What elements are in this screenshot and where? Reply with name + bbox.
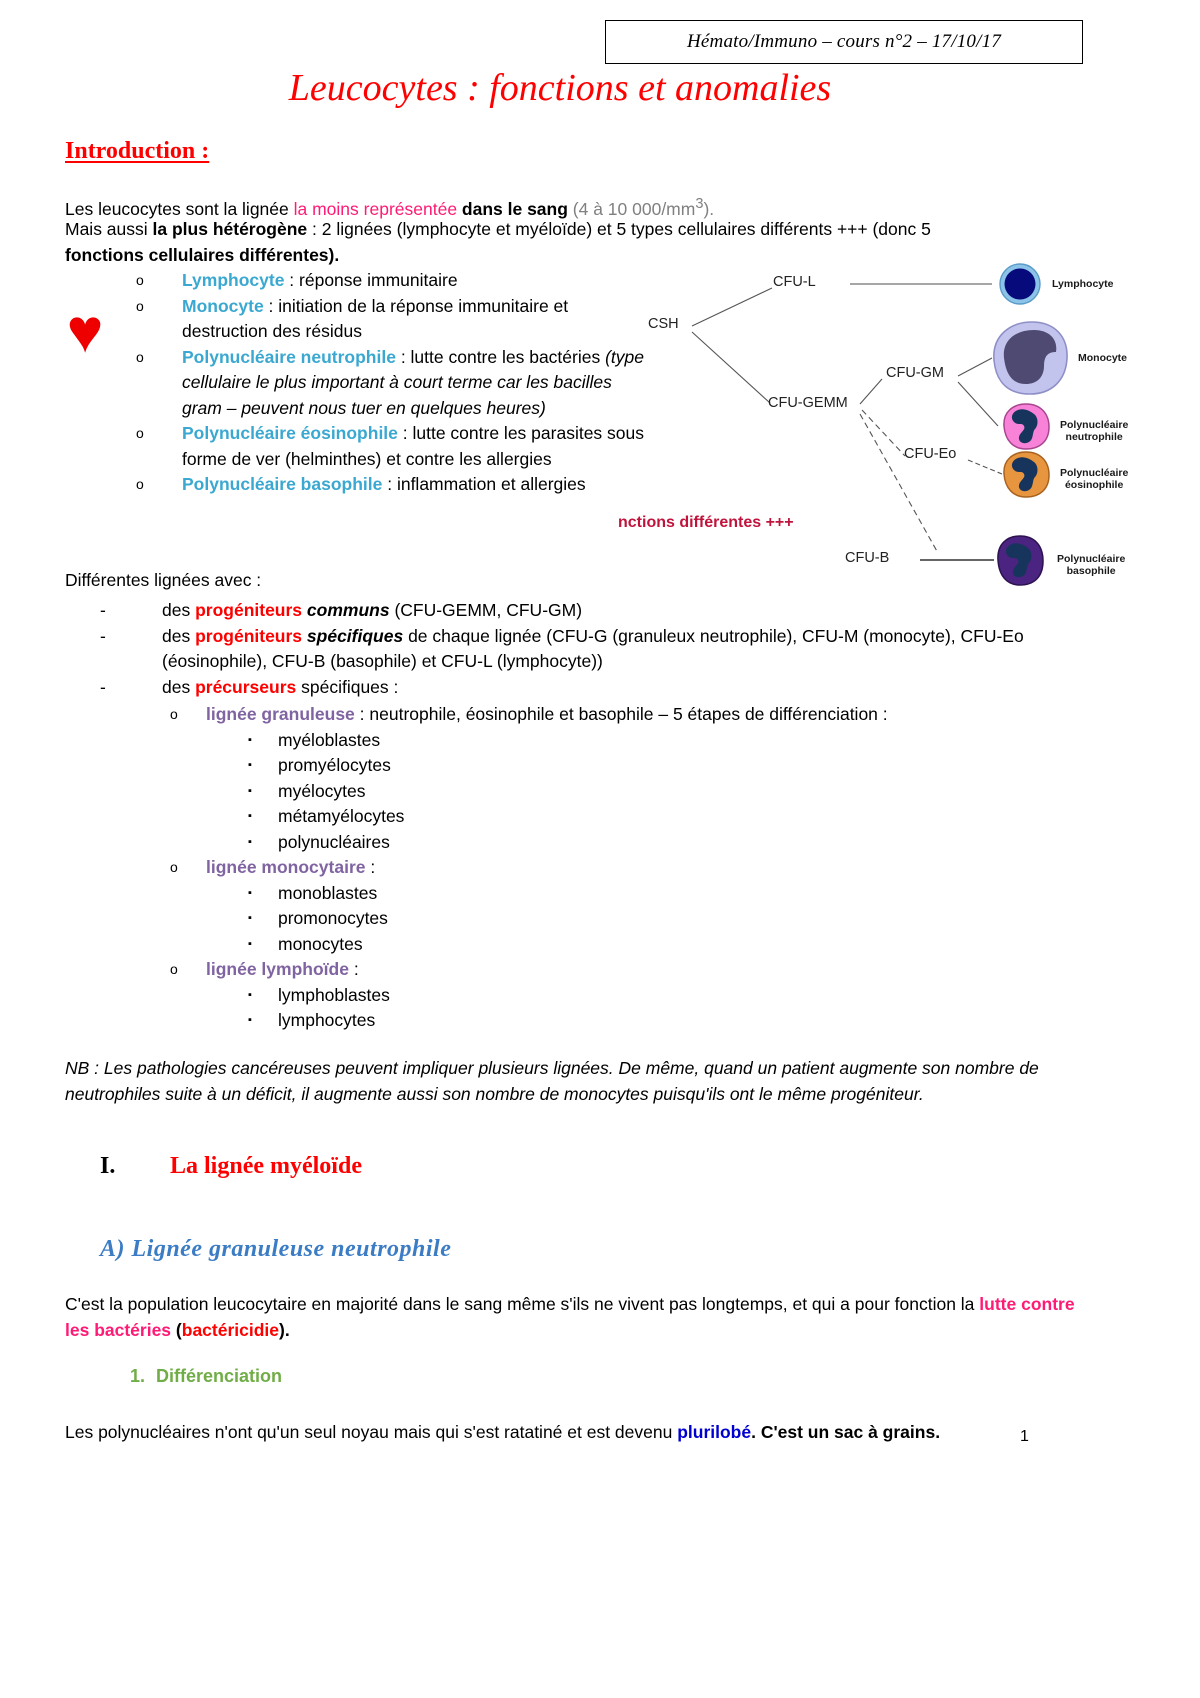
list-item xyxy=(248,932,1070,958)
diagram-node-cfu-b: CFU-B xyxy=(845,550,890,566)
lineage-a: des xyxy=(162,625,196,646)
precursor-rest: : xyxy=(365,857,376,877)
square-bullet: ▪ xyxy=(248,784,252,797)
list-item xyxy=(248,728,1070,754)
diagram-svg xyxy=(620,248,1090,588)
list-item xyxy=(170,702,1070,728)
square-bullet: ▪ xyxy=(248,1014,252,1026)
list-item xyxy=(248,804,1070,830)
subsection-heading-a: A) Lignée granuleuse neutrophile xyxy=(100,1236,452,1262)
diagram-label-lymphocyte: Lymphocyte xyxy=(1052,278,1114,290)
subsection-heading-1 xyxy=(130,1366,282,1387)
cell-desc: : inflammation et allergies xyxy=(382,474,586,494)
list-item xyxy=(136,421,656,472)
list-item xyxy=(100,624,1060,675)
lineage-keyword: progéniteurs xyxy=(195,625,303,646)
course-header-box xyxy=(605,20,1083,64)
list-item xyxy=(248,779,1070,805)
p3-red: bactéricidie xyxy=(181,1319,280,1340)
cell-name: Lymphocyte xyxy=(182,270,285,290)
paragraph-granuleuse xyxy=(65,1292,1075,1343)
p1-before: Les leucocytes sont la lignée xyxy=(65,198,294,219)
list-item xyxy=(248,983,1070,1009)
list-item xyxy=(100,675,1060,701)
p2-a: Mais aussi xyxy=(65,219,153,239)
lineage-rest: de chaque lignée (CFU-G (granuleux neutrophile), CFU-M (monocyte), CFU-Eo (éosinophile), CFU-B (basophile) et CFU-L (lymphocyte)) xyxy=(162,625,1024,671)
diagram-label-eosinophile-line2: éosinophile xyxy=(1064,479,1124,491)
cell-name: Monocyte xyxy=(182,295,264,316)
cell-name: Polynucléaire neutrophile xyxy=(182,346,396,367)
diagram-node-cfu-l: CFU-L xyxy=(773,274,816,290)
p2-d: fonctions cellulaires différentes). xyxy=(65,244,340,265)
diagram-node-cfu-gm: CFU-GM xyxy=(886,365,944,381)
cell-note: (type cellulaire le plus important à court terme car les bacilles gram – peuvent nous tuer en quelques heures) xyxy=(182,346,645,418)
step-label: polynucléaires xyxy=(278,831,390,852)
lineages-intro: Différentes lignées avec : xyxy=(65,570,262,590)
circle-bullet: o xyxy=(136,476,144,492)
circle-bullet: o xyxy=(136,272,144,288)
precursor-steps xyxy=(248,983,1070,1034)
diagram-label-eosinophile-line1: Polynucléaire xyxy=(1060,467,1129,479)
nb-note: NB : Les pathologies cancéreuses peuvent impliquer plusieurs lignées. De même, quand un patient augmente son nombre de neutrophiles suite à un déficit, il augmente aussi son nombre de monocytes puisqu'ils ont le même progéniteur. xyxy=(65,1058,1039,1104)
introduction-heading: Introduction : xyxy=(65,138,210,164)
p4-blue: plurilobé xyxy=(677,1422,752,1442)
step-label: promonocytes xyxy=(278,908,388,928)
square-bullet: ▪ xyxy=(248,835,252,848)
lineage-a: des xyxy=(162,676,196,697)
cell-desc: : réponse immunitaire xyxy=(284,270,458,290)
precursor-list xyxy=(170,702,1070,1034)
list-item xyxy=(170,957,1070,983)
step-label: lymphocytes xyxy=(278,1010,376,1030)
list-item xyxy=(100,598,1060,624)
step-label: myéloblastes xyxy=(278,729,381,750)
subsection-title: Différenciation xyxy=(156,1366,283,1386)
square-bullet: ▪ xyxy=(248,759,252,771)
p3-a: C'est la population leucocytaire en majorité dans le sang même s'ils ne vivent pas longtemps, et qui a pour fonction la xyxy=(65,1294,980,1314)
diagram-label-basophile xyxy=(1057,553,1125,577)
square-bullet: ▪ xyxy=(248,988,252,1001)
diagram-note: nctions différentes +++ xyxy=(618,514,794,531)
dash-bullet: - xyxy=(100,676,106,697)
precursor-label: lignée granuleuse xyxy=(206,704,355,724)
cell-desc: : lutte contre les bactéries xyxy=(395,346,601,367)
circle-bullet: o xyxy=(136,425,144,441)
hematopoiesis-diagram xyxy=(618,248,1129,588)
step-label: promyélocytes xyxy=(278,755,391,775)
dash-bullet: - xyxy=(100,625,106,646)
square-bullet: ▪ xyxy=(248,912,252,924)
diagram-label-basophile-line2: basophile xyxy=(1066,565,1116,577)
precursor-steps xyxy=(248,881,1070,958)
p4-a: Les polynucléaires n'ont qu'un seul noyau mais qui s'est ratatiné et est devenu xyxy=(65,1422,678,1442)
circle-bullet: o xyxy=(170,961,178,977)
p1-highlight: la moins représentée xyxy=(293,198,458,219)
circle-bullet: o xyxy=(136,297,144,314)
p3-pink: lutte contre les bactéries xyxy=(65,1294,1075,1340)
lineage-keyword: précurseurs xyxy=(195,676,297,697)
list-item xyxy=(248,830,1070,856)
lineage-keyword: progéniteurs xyxy=(195,600,303,620)
square-bullet: ▪ xyxy=(248,937,252,950)
circle-bullet: o xyxy=(170,859,178,875)
list-item xyxy=(248,753,1070,779)
cell-desc: : lutte contre les parasites sous forme de ver (helminthes) et contre les allergies xyxy=(182,423,644,469)
diagram-label-eosinophile xyxy=(1060,467,1128,491)
p1-exponent: 3 xyxy=(695,196,704,212)
square-bullet: ▪ xyxy=(248,810,252,822)
step-label: lymphoblastes xyxy=(278,984,390,1005)
p1-mid: dans le sang xyxy=(457,198,573,219)
p2-bold: la plus hétérogène xyxy=(152,219,308,239)
paragraph-differenciation xyxy=(65,1420,1075,1446)
precursor-rest: : xyxy=(348,959,359,979)
step-label: métamyélocytes xyxy=(278,806,405,826)
list-item xyxy=(248,1008,1070,1034)
list-item xyxy=(136,268,656,294)
list-item xyxy=(248,881,1070,907)
lineage-ital: communs xyxy=(302,600,390,620)
precursor-label: lignée lymphoïde xyxy=(206,959,349,979)
p1-range-close: ). xyxy=(703,198,715,219)
list-item xyxy=(136,472,656,498)
diagram-label-monocyte: Monocyte xyxy=(1078,352,1128,364)
diagram-node-cfu-eo: CFU-Eo xyxy=(904,446,957,462)
section-title: La lignée myéloïde xyxy=(170,1153,362,1179)
square-bullet: ▪ xyxy=(248,733,252,746)
cell-desc: : initiation de la réponse immunitaire et destruction des résidus xyxy=(182,295,569,341)
step-label: monocytes xyxy=(278,933,363,954)
diagram-node-csh: CSH xyxy=(648,316,679,332)
p2-c: : 2 lignées (lymphocyte et myéloïde) et 5 types cellulaires différents +++ (donc 5 xyxy=(307,219,931,239)
p3-end: ). xyxy=(279,1319,290,1340)
section-heading-1 xyxy=(100,1153,362,1180)
diagram-label-neutrophile-line1: Polynucléaire xyxy=(1060,419,1129,431)
diagram-node-cfu-gemm: CFU-GEMM xyxy=(768,395,848,411)
diagram-label-neutrophile-line2: neutrophile xyxy=(1065,431,1123,443)
p3-mid: ( xyxy=(171,1319,182,1340)
course-header-text: Hémato/Immuno – cours n°2 – 17/10/17 xyxy=(686,31,1002,52)
section-number: I. xyxy=(100,1153,116,1179)
cell-name: Polynucléaire basophile xyxy=(182,474,383,494)
list-item xyxy=(136,345,656,422)
lineage-rest: spécifiques : xyxy=(296,676,399,697)
lineage-ital: spécifiques xyxy=(302,625,404,646)
page-number: 1 xyxy=(1020,1428,1029,1445)
list-item xyxy=(248,906,1070,932)
list-item xyxy=(136,294,656,345)
precursor-steps xyxy=(248,728,1070,856)
lineage-rest: (CFU-GEMM, CFU-GM) xyxy=(389,600,583,620)
p4-end: . C'est un sac à grains. xyxy=(751,1422,941,1442)
diagram-label-neutrophile xyxy=(1060,419,1128,443)
lineages-list xyxy=(100,598,1060,700)
lineage-a: des xyxy=(162,600,196,620)
diagram-label-basophile-line1: Polynucléaire xyxy=(1057,553,1126,565)
subsection-number: 1. xyxy=(130,1366,146,1386)
step-label: myélocytes xyxy=(278,780,366,801)
dash-bullet: - xyxy=(100,600,106,620)
cell-name: Polynucléaire éosinophile xyxy=(182,423,398,443)
list-item xyxy=(170,855,1070,881)
heart-icon: ♥ xyxy=(66,297,104,366)
circle-bullet: o xyxy=(136,348,144,365)
page-title: Leucocytes : fonctions et anomalies xyxy=(288,67,832,109)
step-label: monoblastes xyxy=(278,882,378,903)
circle-bullet: o xyxy=(170,706,178,722)
p1-range-open: (4 à 10 000/mm xyxy=(572,198,696,219)
precursor-label: lignée monocytaire xyxy=(206,857,366,877)
square-bullet: ▪ xyxy=(248,886,252,899)
cell-type-list xyxy=(136,268,656,498)
precursor-rest: : neutrophile, éosinophile et basophile – 5 étapes de différenciation : xyxy=(354,704,888,724)
